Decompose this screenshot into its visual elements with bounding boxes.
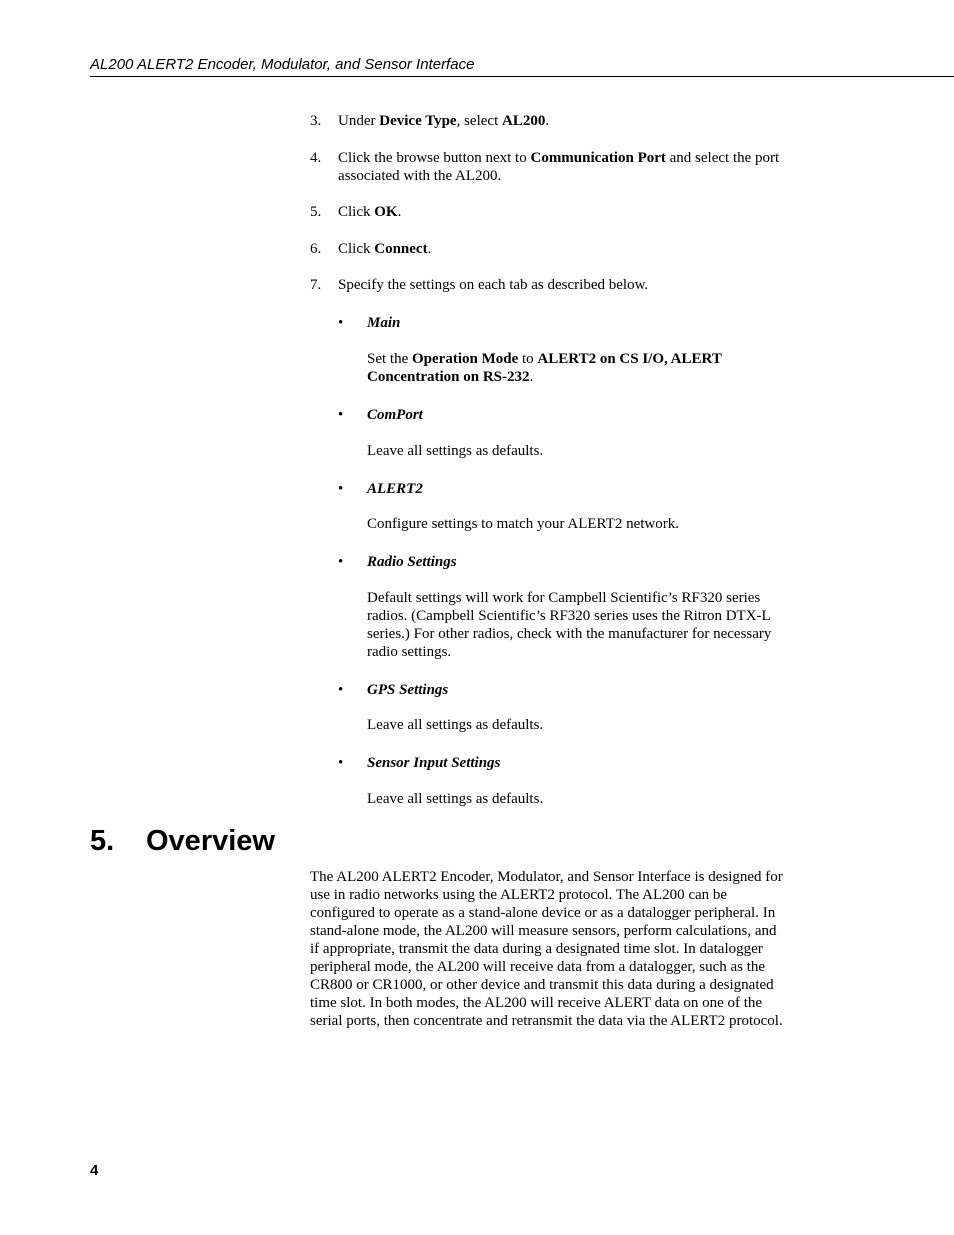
paragraph-line: peripheral mode, the AL200 will receive data from a datalogger, such as the — [310, 959, 766, 975]
tab-description-continued: radios. (Campbell Scientific’s RF320 series uses the Ritron DTX-L — [367, 608, 771, 624]
step-text: Click Connect. — [338, 241, 432, 257]
bullet-icon: • — [338, 682, 344, 698]
paragraph-line: configured to operate as a stand-alone device or as a datalogger peripheral. In — [310, 905, 776, 921]
step-number: 3. — [310, 113, 322, 129]
section-number: 5. — [90, 825, 115, 857]
tab-description: Leave all settings as defaults. — [367, 791, 544, 807]
tab-name-main: Main — [367, 315, 401, 331]
step-number: 4. — [310, 150, 322, 166]
bullet-icon: • — [338, 315, 344, 331]
tab-description-continued: Concentration on RS-232. — [367, 369, 534, 385]
bullet-icon: • — [338, 407, 344, 423]
section-title: Overview — [146, 825, 275, 857]
tab-name-alert2: ALERT2 — [367, 481, 423, 497]
tab-description: Leave all settings as defaults. — [367, 443, 544, 459]
tab-description: Configure settings to match your ALERT2 network. — [367, 516, 679, 532]
step-text: Under Device Type, select AL200. — [338, 113, 550, 129]
tab-description: Default settings will work for Campbell Scientific’s RF320 series — [367, 590, 761, 606]
paragraph-line: time slot. In both modes, the AL200 will receive ALERT data on one of the — [310, 995, 763, 1011]
step-text: Specify the settings on each tab as described below. — [338, 277, 649, 293]
step-number: 6. — [310, 241, 322, 257]
paragraph-line: serial ports, then concentrate and retransmit the data via the ALERT2 protocol. — [310, 1013, 783, 1029]
step-number: 7. — [310, 277, 322, 293]
tab-description-continued: radio settings. — [367, 644, 452, 660]
step-number: 5. — [310, 204, 322, 220]
header-title: AL200 ALERT2 Encoder, Modulator, and Sensor Interface — [90, 56, 475, 73]
tab-name-radio-settings: Radio Settings — [367, 554, 457, 570]
tab-description: Leave all settings as defaults. — [367, 717, 544, 733]
paragraph-line: use in radio networks using the ALERT2 protocol. The AL200 can be — [310, 887, 728, 903]
tab-name-sensor-input-settings: Sensor Input Settings — [367, 755, 501, 771]
paragraph-line: if appropriate, transmit the data during a designated time slot. In datalogger — [310, 941, 763, 957]
paragraph-line: The AL200 ALERT2 Encoder, Modulator, and Sensor Interface is designed for — [310, 869, 783, 885]
running-header — [90, 56, 954, 77]
tab-name-gps-settings: GPS Settings — [367, 682, 449, 698]
bullet-icon: • — [338, 554, 344, 570]
page-number: 4 — [90, 1162, 99, 1179]
paragraph-line: CR800 or CR1000, or other device and transmit this data during a designated — [310, 977, 774, 993]
tab-description-continued: series.) For other radios, check with the manufacturer for necessary — [367, 626, 772, 642]
tab-name-comport: ComPort — [367, 407, 423, 423]
tab-description: Set the Operation Mode to ALERT2 on CS I/O, ALERT — [367, 351, 722, 367]
step-text: Click the browse button next to Communication Port and select the port — [338, 150, 780, 166]
bullet-icon: • — [338, 755, 344, 771]
step-text: Click OK. — [338, 204, 402, 220]
step-text-continued: associated with the AL200. — [338, 168, 502, 184]
paragraph-line: stand-alone mode, the AL200 will measure sensors, perform calculations, and — [310, 923, 777, 939]
bullet-icon: • — [338, 481, 344, 497]
